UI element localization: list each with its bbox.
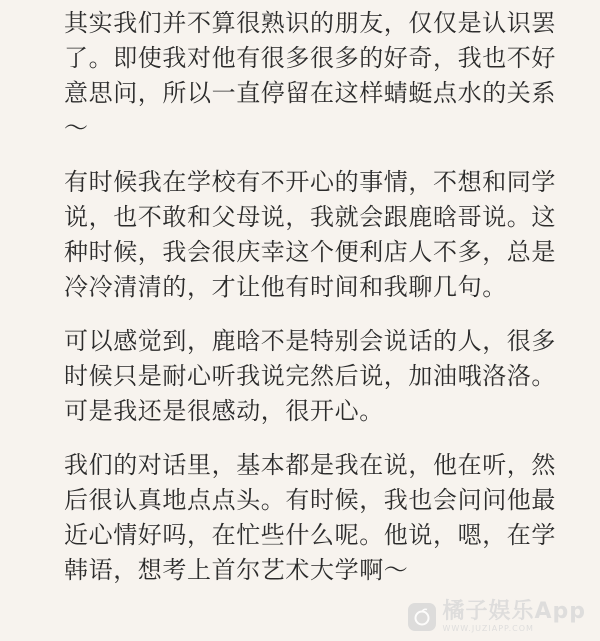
text-line: 其实我们并不算很熟识的朋友，仅仅是认识罢 <box>64 9 556 37</box>
text-line: 我们的对话里，基本都是我在说，他在听，然 <box>64 451 556 479</box>
text-line: 韩语，想考上首尔艺术大学啊～ <box>64 556 409 584</box>
text-line: 可是我还是很感动，很开心。 <box>64 397 384 425</box>
article-body <box>64 6 594 607</box>
text-line: 种时候，我会很庆幸这个便利店人不多，总是 <box>64 238 556 266</box>
text-line: ～ <box>64 114 89 142</box>
text-line: 有时候我在学校有不开心的事情，不想和同学 <box>64 168 556 196</box>
paragraph-4 <box>64 448 594 588</box>
orange-logo-icon <box>408 603 436 631</box>
text-line: 时候只是耐心听我说完然后说，加油哦洛洛。 <box>64 362 556 390</box>
text-line: 近心情好吗，在忙些什么呢。他说，嗯，在学 <box>64 521 556 549</box>
text-line: 说，也不敢和父母说，我就会跟鹿晗哥说。这 <box>64 203 556 231</box>
watermark-brand: 橘子娱乐App <box>442 599 586 624</box>
paragraph-1 <box>64 6 594 146</box>
text-line: 可以感觉到，鹿晗不是特别会说话的人，很多 <box>64 327 556 355</box>
text-line: 意思问，所以一直停留在这样蜻蜓点水的关系 <box>64 79 556 107</box>
paragraph-3 <box>64 324 594 429</box>
watermark-text <box>442 601 586 633</box>
text-line: 冷冷清清的，才让他有时间和我聊几句。 <box>64 273 507 301</box>
watermark <box>408 601 586 633</box>
paragraph-2 <box>64 165 594 305</box>
text-line: 了。即使我对他有很多很多的好奇，我也不好 <box>64 44 556 72</box>
text-line: 后很认真地点点头。有时候，我也会问问他最 <box>64 486 556 514</box>
watermark-url: WWW.JUZIAPP.COM <box>442 624 534 633</box>
